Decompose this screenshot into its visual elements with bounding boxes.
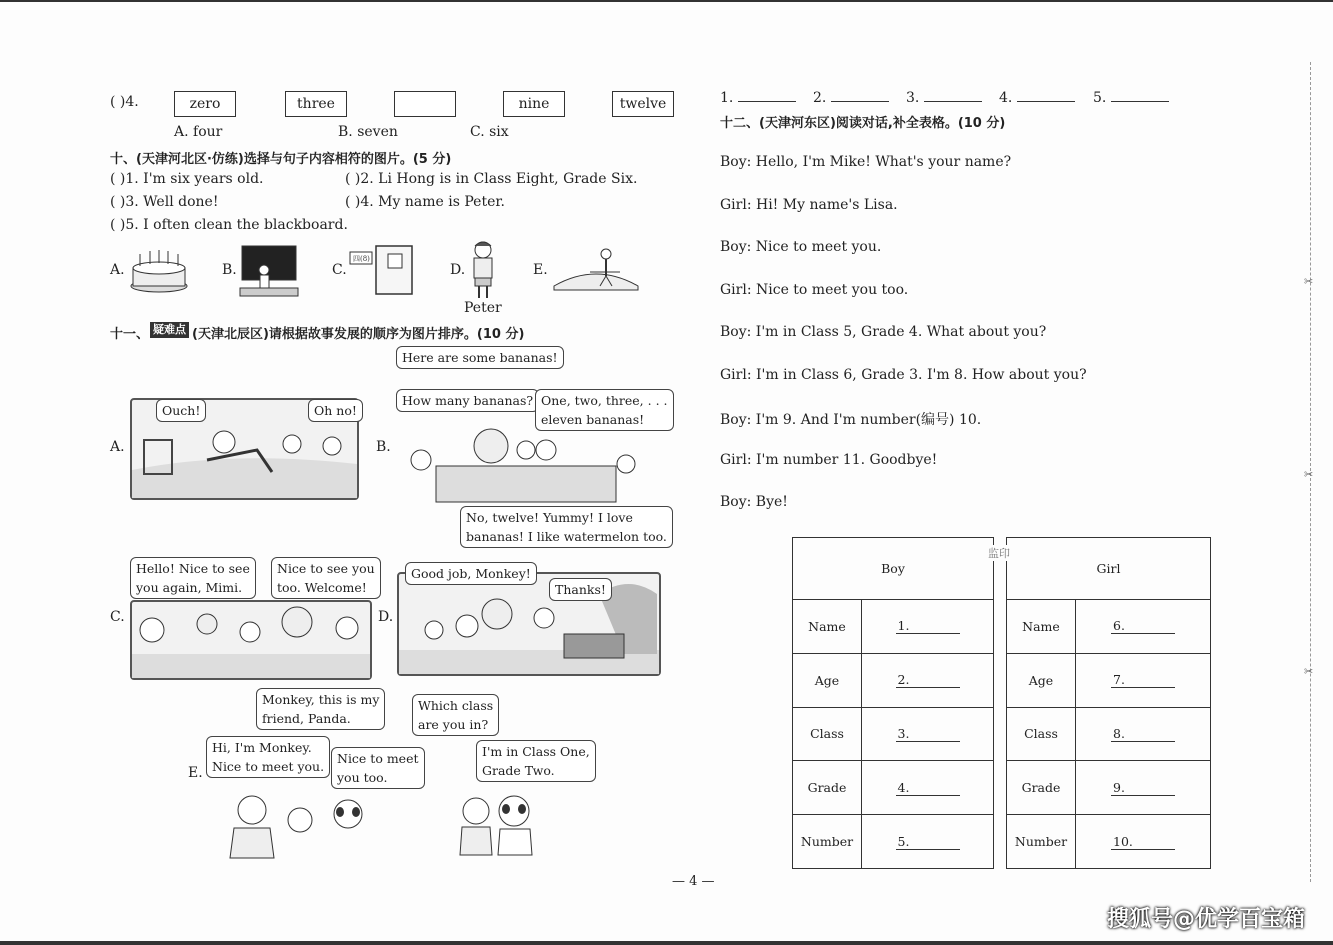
girl-row-answer xyxy=(1076,653,1211,707)
scene-e-bubble-3 xyxy=(331,747,425,789)
scene-f-illustration xyxy=(432,775,550,857)
boy-peter-icon xyxy=(466,240,500,300)
answer-line-5 xyxy=(1093,90,1169,106)
pic-label-a: A. xyxy=(110,262,125,278)
word-box-3-empty xyxy=(394,91,456,117)
pic-label-c: C. xyxy=(332,262,347,278)
girl-blank-6: 6. xyxy=(1111,618,1175,634)
scene-f-bubble-2-line-2: Grade Two. xyxy=(482,763,555,778)
girl-blank-8: 8. xyxy=(1111,726,1175,742)
scene-b-bubble-3-line-2: eleven bananas! xyxy=(541,412,645,427)
boy-row-answer xyxy=(862,761,994,815)
girl-row-label: Name xyxy=(1007,600,1076,654)
introduction-scene-icon xyxy=(222,780,372,860)
scene-b-bubble-3 xyxy=(535,389,674,431)
option-b: B. seven xyxy=(338,124,398,140)
girl-row-answer xyxy=(1076,815,1211,869)
q4-paren: ( )4. xyxy=(110,94,139,110)
boy-table xyxy=(792,537,994,869)
word-box-4: nine xyxy=(503,91,565,117)
blackboard-icon xyxy=(238,244,300,298)
girl-row-label: Class xyxy=(1007,707,1076,761)
scene-d-illustration xyxy=(397,572,661,676)
girl-row-label: Number xyxy=(1007,815,1076,869)
watermark: 搜狐号@优学百宝箱 xyxy=(1106,907,1305,932)
scene-a-bubble-ohno: Oh no! xyxy=(308,399,363,422)
boy-row-answer xyxy=(862,707,994,761)
animals-table-icon xyxy=(396,420,661,508)
scene-b-bubble-4-line-2: bananas! I like watermelon too. xyxy=(466,529,667,544)
answer-num-2: 2. xyxy=(813,90,827,106)
pic-label-b: B. xyxy=(222,262,237,278)
dialogue-line-1: Boy: Hello, I'm Mike! What's your name? xyxy=(720,154,1012,170)
scene-a-bubble-ouch: Ouch! xyxy=(156,399,206,422)
scene-f-bubble-2-line-1: I'm in Class One, xyxy=(482,744,590,759)
scene-e-bubble-1-line-2: friend, Panda. xyxy=(262,711,351,726)
boy-blank-4: 4. xyxy=(896,780,960,796)
scene-b-label: B. xyxy=(376,439,391,455)
girl-row-answer xyxy=(1076,761,1211,815)
scene-b-illustration xyxy=(396,420,661,508)
scene-c-bubble-1-line-1: Hello! Nice to see xyxy=(136,561,250,576)
answer-blank-5 xyxy=(1111,101,1169,102)
answer-blank-3 xyxy=(924,101,982,102)
boy-row-label: Age xyxy=(793,653,862,707)
scene-e-bubble-3-line-1: Nice to meet xyxy=(337,751,419,766)
girl-blank-7: 7. xyxy=(1111,672,1175,688)
girl-row-label: Age xyxy=(1007,653,1076,707)
dialogue-line-2: Girl: Hi! My name's Lisa. xyxy=(720,197,898,213)
dialogue-line-6: Girl: I'm in Class 6, Grade 3. I'm 8. How about you? xyxy=(720,367,1087,383)
boy-row-label: Grade xyxy=(793,761,862,815)
scene-e-bubble-2-line-2: Nice to meet you. xyxy=(212,759,325,774)
section-12-title: 十二、(天津河东区)阅读对话,补全表格。(10 分) xyxy=(720,116,1006,131)
s10-item-1: ( )1. I'm six years old. xyxy=(110,171,264,187)
dialogue-line-4: Girl: Nice to meet you too. xyxy=(720,282,909,298)
boy-blank-1: 1. xyxy=(896,618,960,634)
boy-row-answer xyxy=(862,815,994,869)
answer-blank-2 xyxy=(831,101,889,102)
word-box-5: twelve xyxy=(612,91,674,117)
scene-b-bubble-3-line-1: One, two, three, . . . xyxy=(541,393,668,408)
word-box-2: three xyxy=(285,91,347,117)
scene-d-bubble-1: Good job, Monkey! xyxy=(405,562,537,585)
girl-table xyxy=(1006,537,1211,869)
answer-line-2 xyxy=(813,90,889,106)
scene-e-label: E. xyxy=(188,765,203,781)
scene-b-bubble-4 xyxy=(460,506,673,548)
door-sign-text: 四(8) xyxy=(353,255,370,263)
binding-mark-1: ✂ xyxy=(1304,275,1314,288)
scene-d-bubble-2: Thanks! xyxy=(549,578,612,601)
scene-c-bubble-1-line-2: you again, Mimi. xyxy=(136,580,243,595)
greeting-animals-icon xyxy=(132,602,370,678)
s10-item-2: ( )2. Li Hong is in Class Eight, Grade Six. xyxy=(345,171,638,187)
boy-blank-2: 2. xyxy=(896,672,960,688)
s10-item-5: ( )5. I often clean the blackboard. xyxy=(110,217,348,233)
scene-a-label: A. xyxy=(110,439,125,455)
answer-num-4: 4. xyxy=(999,90,1013,106)
answer-num-5: 5. xyxy=(1093,90,1107,106)
scene-e-illustration xyxy=(222,780,372,860)
option-c: C. six xyxy=(470,124,509,140)
answer-num-3: 3. xyxy=(906,90,920,106)
boy-row-label: Class xyxy=(793,707,862,761)
answer-blank-4 xyxy=(1017,101,1075,102)
answer-num-1: 1. xyxy=(720,90,734,106)
pic-label-e: E. xyxy=(533,262,548,278)
scene-f-bubble-1 xyxy=(412,694,499,736)
girl-row-label: Grade xyxy=(1007,761,1076,815)
section-10-title: 十、(天津河北区·仿练)选择与句子内容相符的图片。(5 分) xyxy=(110,152,452,167)
answer-line-4 xyxy=(999,90,1075,106)
s10-item-4: ( )4. My name is Peter. xyxy=(345,194,505,210)
scene-c-bubble-2 xyxy=(271,557,381,599)
boy-table-header: Boy xyxy=(793,538,994,600)
scene-e-bubble-1-line-1: Monkey, this is my xyxy=(262,692,380,707)
answer-line-3 xyxy=(906,90,982,106)
answer-line-1 xyxy=(720,90,796,106)
scene-c-bubble-1 xyxy=(130,557,256,599)
page-number: — 4 — xyxy=(672,874,715,889)
section-11-prefix: 十一、 xyxy=(110,327,150,342)
boy-row-answer xyxy=(862,600,994,654)
binding-mark-2: ✂ xyxy=(1304,468,1314,481)
dialogue-line-7: Boy: I'm 9. And I'm number(编号) 10. xyxy=(720,412,982,428)
class-question-scene-icon xyxy=(432,775,550,857)
scene-c-bubble-2-line-1: Nice to see you xyxy=(277,561,375,576)
dialogue-line-5: Boy: I'm in Class 5, Grade 4. What about you? xyxy=(720,324,1047,340)
girl-blank-10: 10. xyxy=(1111,834,1175,850)
dialogue-line-8: Girl: I'm number 11. Goodbye! xyxy=(720,452,938,468)
scene-c-illustration xyxy=(130,600,372,680)
section-11-title: (天津北辰区)请根据故事发展的顺序为图片排序。(10 分) xyxy=(192,327,525,342)
option-a: A. four xyxy=(174,124,223,140)
binding-mark-3: ✂ xyxy=(1304,665,1314,678)
boy-row-answer xyxy=(862,653,994,707)
scene-e-bubble-3-line-2: you too. xyxy=(337,770,388,785)
scene-c-bubble-2-line-2: too. Welcome! xyxy=(277,580,367,595)
girl-row-answer xyxy=(1076,600,1211,654)
scene-e-bubble-2-line-1: Hi, I'm Monkey. xyxy=(212,740,312,755)
answer-blank-1 xyxy=(738,101,796,102)
girl-table-header: Girl xyxy=(1007,538,1211,600)
scene-e-bubble-2 xyxy=(206,736,330,778)
good-job-scene-icon xyxy=(399,574,659,674)
scene-f-bubble-1-line-1: Which class xyxy=(418,698,494,713)
pic-label-d: D. xyxy=(450,262,466,278)
scene-f-bubble-1-line-2: are you in? xyxy=(418,717,489,732)
bottom-border xyxy=(0,941,1333,945)
top-border xyxy=(0,0,1333,2)
s10-item-3: ( )3. Well done! xyxy=(110,194,219,210)
peter-caption: Peter xyxy=(464,300,502,316)
difficulty-badge: 疑难点 xyxy=(150,322,189,338)
boy-blank-3: 3. xyxy=(896,726,960,742)
boy-row-label: Number xyxy=(793,815,862,869)
dialogue-line-9: Boy: Bye! xyxy=(720,494,788,510)
girl-row-answer xyxy=(1076,707,1211,761)
scene-f-bubble-2 xyxy=(476,740,596,782)
scene-b-bubble-2: How many bananas? xyxy=(396,389,539,412)
park-scene-icon xyxy=(550,242,642,296)
girl-blank-9: 9. xyxy=(1111,780,1175,796)
classroom-door-icon xyxy=(348,244,418,296)
boy-blank-5: 5. xyxy=(896,834,960,850)
stamp-mark: 监印 xyxy=(988,547,1010,560)
scene-b-bubble-4-line-1: No, twelve! Yummy! I love xyxy=(466,510,633,525)
scene-e-bubble-1 xyxy=(256,688,385,730)
word-box-1: zero xyxy=(174,91,236,117)
scene-c-label: C. xyxy=(110,609,125,625)
scene-d-label: D. xyxy=(378,609,394,625)
dialogue-line-3: Boy: Nice to meet you. xyxy=(720,239,882,255)
birthday-cake-icon xyxy=(128,246,190,294)
boy-row-label: Name xyxy=(793,600,862,654)
scene-b-bubble-1: Here are some bananas! xyxy=(396,346,564,369)
